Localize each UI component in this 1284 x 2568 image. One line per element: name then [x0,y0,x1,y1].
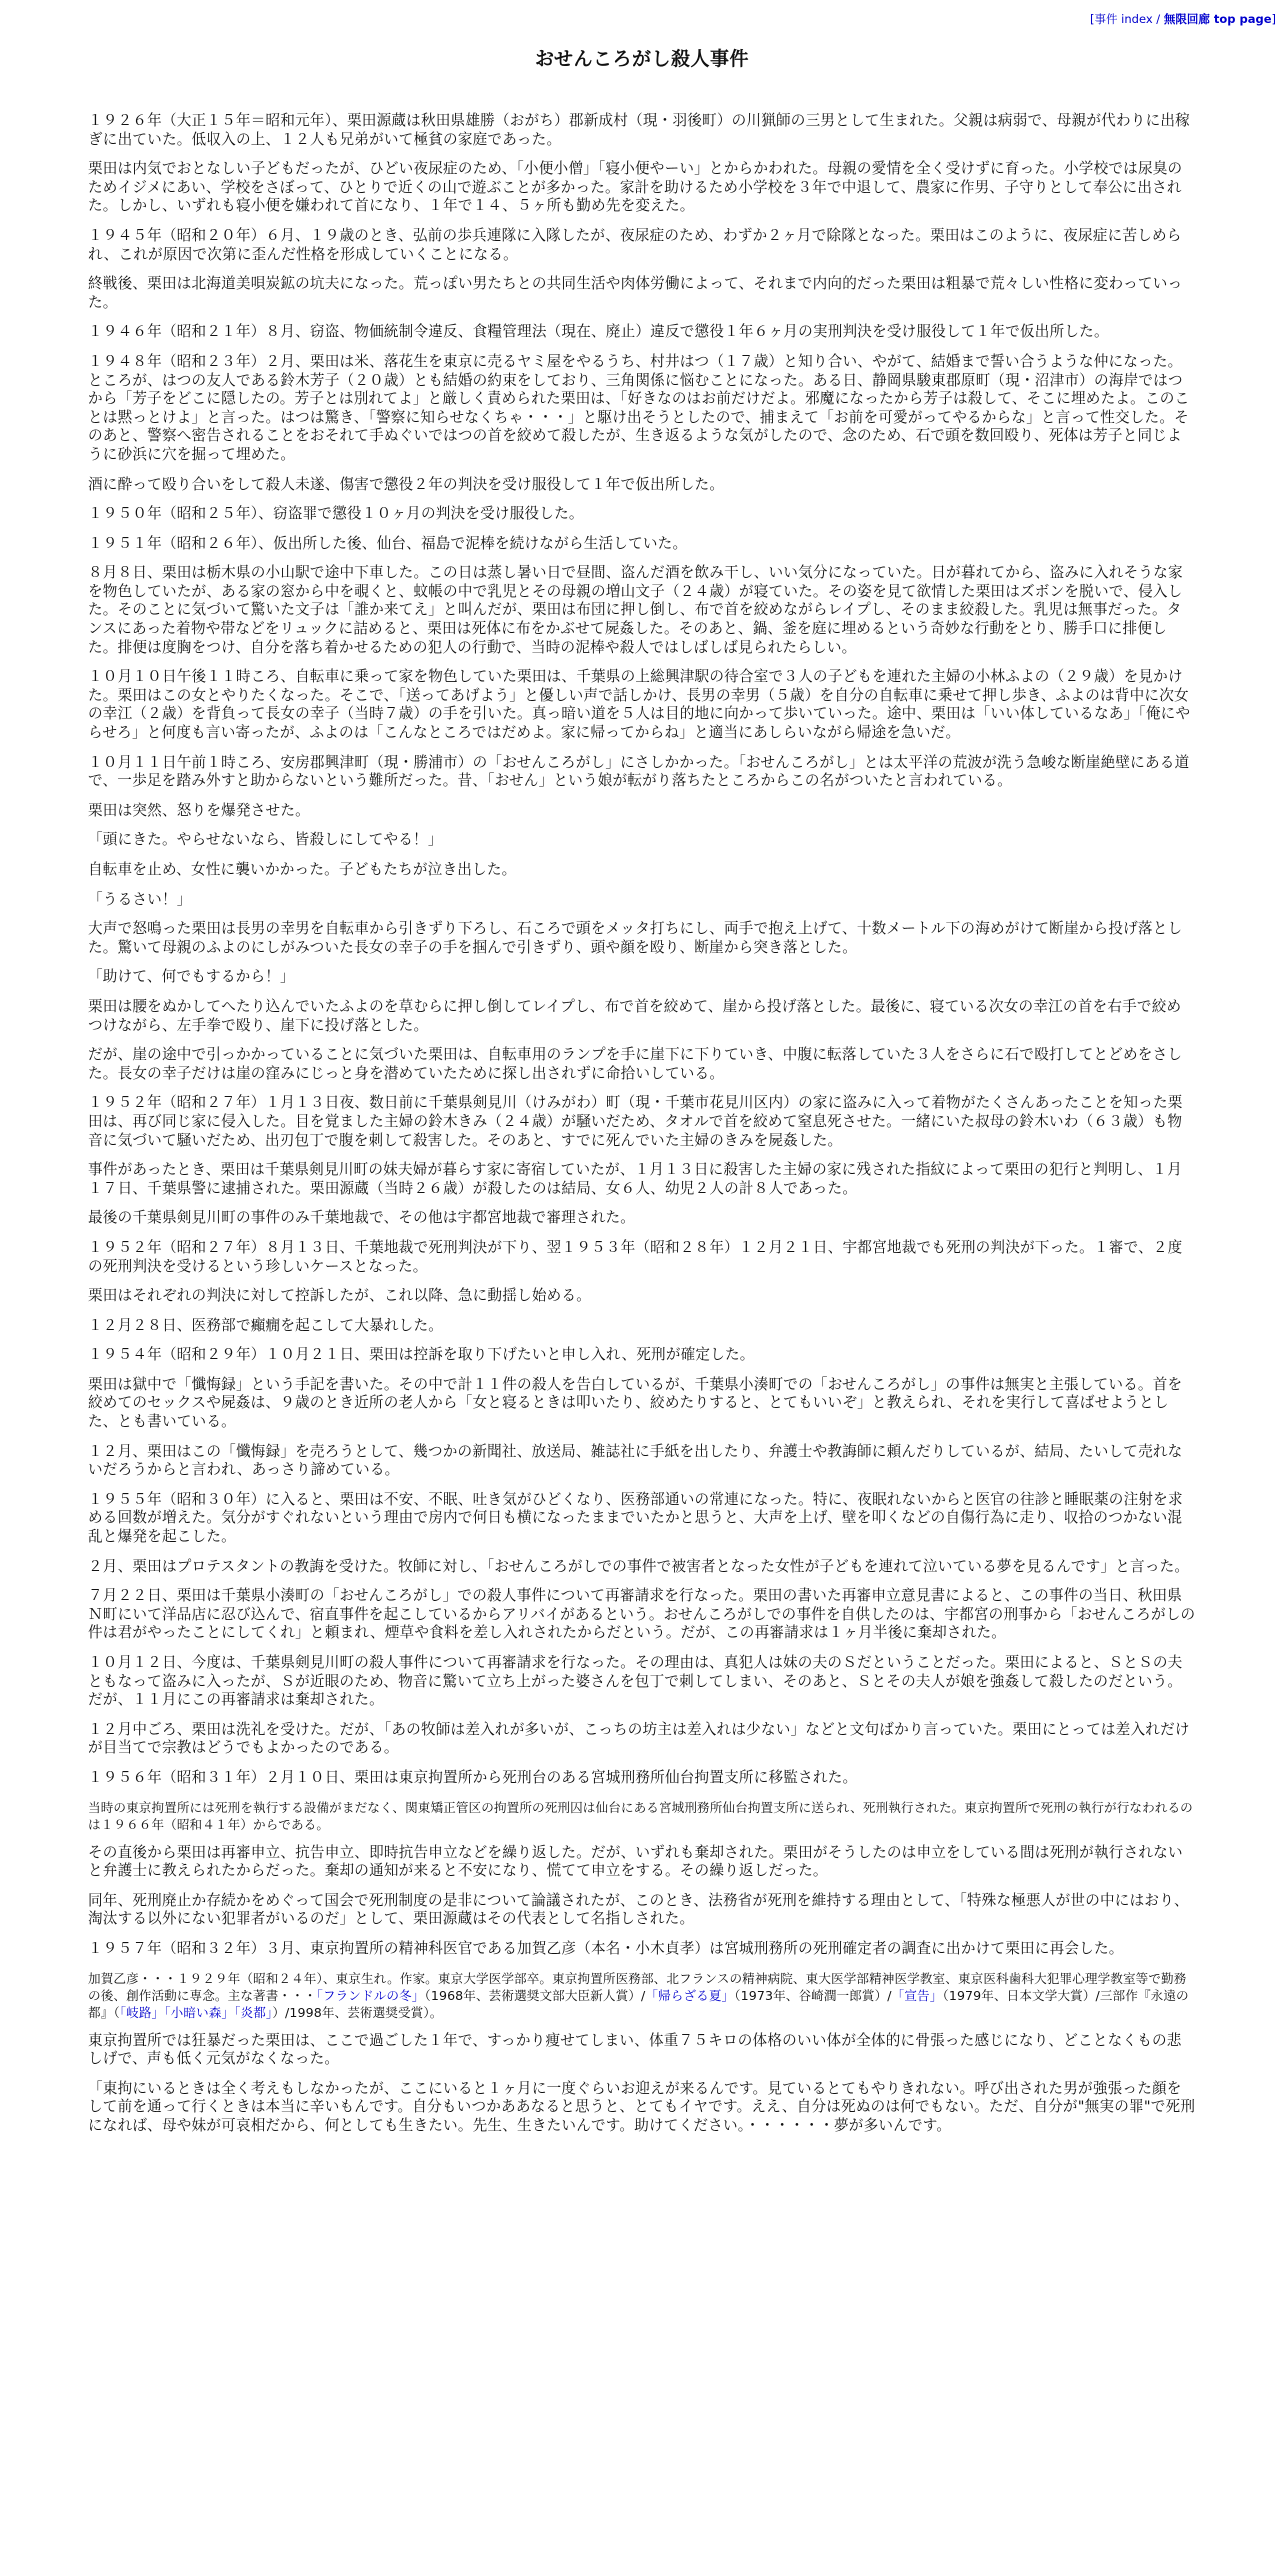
paragraph: １２月中ごろ、栗田は洗礼を受けた。だが、「あの牧師は差入れが多いが、こっちの坊主は差入れは少ない」などと文句ばかり言っていた。栗田にとっては差入れだけが目当てで宗教はどうでもよかったのである。 [88,1720,1190,1757]
paragraph: 同年、死刑廃止か存続かをめぐって国会で死刑制度の是非について論議されたが、このとき、法務省が死刑を維持する理由として、「特殊な極悪人が世の中にはおり、淘汰する以外にない犯罪者がいるのだ」として、栗田源蔵はその代表として名指しされた。 [88,1891,1189,1928]
paragraph: 栗田は獄中で「懺悔録」という手記を書いた。その中で計１１件の殺人を告白しているが、千葉県小湊町での「おせんころがし」の事件は無実と主張している。首を絞めてのセックスや屍姦は、９歳のとき近所の老人から「女と寝るときは叩いたり、絞めたりすると、とてもいいぞ」と教えられ、それを実行して喜ばせようとした、とも書いている。 [88,1375,1183,1431]
paragraph: ７月２２日、栗田は千葉県小湊町の「おせんころがし」での殺人事件について再審請求を行なった。栗田の書いた再審申立意見書によると、この事件の当日、秋田県Ｎ町にいて洋品店に忍び込んで、宿直事件を起こしているからアリバイがあるという。おせんころがしでの事件を自供したのは、宇都宮の刑事から「おせんころがしの件は君がやったことにしてくれ」と頼まれ、煙草や食料を差し入れされたからだという。だが、この再審請求は１ヶ月半後に棄却された。 [88,1587,1196,1642]
top-page-link[interactable]: 無限回廊 top page [1163,12,1272,26]
book-link-ogurai[interactable]: 「小暗い森」 [164,2004,235,2020]
paragraph: ２月、栗田はプロテスタントの教誨を受けた。牧師に対し、「おせんころがしでの事件で被害者となった女性が子どもを連れて泣いている夢を見るんです」と言った。 [88,1557,1190,1575]
paragraph: 栗田は内気でおとなしい子どもだったが、ひどい夜尿症のため、「小便小僧」「寝小便やーい」とからかわれた。母親の愛情を全く受けずに育った。小学校では尿臭のためイジメにあい、学校をさぼって、ひとりで近くの山で遊ぶことが多かった。家計を助けるため小学校を３年で中退して、農家に作男、子守りとして奉公に出された。しかし、いずれも寝小便を嫌われて首になり、１年で１４、５ヶ所も勤め先を変えた。 [88,160,1183,215]
quote: 「助けて、何でもするから！」 [88,968,295,986]
paragraph: 栗田は突然、怒りを爆発させた。 [88,801,310,819]
paragraph: １０月１２日、今度は、千葉県剣見川町の殺人事件について再審請求を行なった。その理由は、真犯人は妹の夫のＳだということだった。栗田によると、ＳとＳの夫ともなって盗みに入ったが、Ｓが近眼のため、物音に驚いて立ち上がった婆さんを包丁で刺してしまい、そのあと、Ｓとその夫人が娘を強姦して殺したのだという。だが、１１月にこの再審請求は棄却された。 [88,1654,1183,1709]
paragraph: １９５１年（昭和２６年）、仮出所した後、仙台、福島で泥棒を続けながら生活していた。 [88,534,688,552]
paragraph: １９５４年（昭和２９年）１０月２１日、栗田は控訴を取り下げたいと申し入れ、死刑が確定した。 [88,1346,755,1364]
paragraph: ８月８日、栗田は栃木県の小山駅で途中下車した。この日は蒸し暑い日で昼間、盗んだ酒を飲み干し、いい気分になっていた。日が暮れてから、盗みに入れそうな家を物色していたが、ある家の窓から中を覗くと、蚊帳の中で乳児とその母親の増山文子（２４歳）が寝ていた。その姿を見て欲情した栗田はズボンを脱いで、侵入した。そのことに気づいて驚いた文子は「誰か来てえ」と叫んだが、栗田は布団に押し倒し、布で首を絞めながらレイプし、そのまま絞殺した。乳児は無事だった。タンスにあった着物や帯などをリュックに詰めると、栗田は死体に布をかぶせて屍姦した。そのあと、鍋、釜を庭に埋めるという奇妙な行動をとり、勝手口に排便した。排便は度胸をつけ、自分を落ち着かせるための犯人の行動で、当時の泥棒や殺人ではしばしば見られたらしい。 [88,564,1183,656]
book-link-flandre[interactable]: 「フランドルの冬」 [316,1987,425,2003]
book-link-ento[interactable]: 「炎都」 [234,2004,273,2020]
paragraph: 栗田はそれぞれの判決に対して控訴したが、これ以降、急に動揺し始める。 [88,1287,591,1305]
paragraph: １０月１１日午前１時ころ、安房郡興津町（現・勝浦市）の「おせんころがし」にさしかかった。「おせんころがし」とは太平洋の荒波が洗う急峻な断崖絶壁にある道で、一歩足を踏み外すと助からないという難所だった。昔、「おせん」という娘が転がり落ちたところからこの名がついたと言われている。 [88,753,1190,790]
book-note: ）/1998年、芸術選奨受賞）。 [272,2004,443,2020]
book-link-kaerazaru[interactable]: 「帰らざる夏」 [645,1987,735,2003]
paragraph: １２月２８日、医務部で癲癇を起こして大暴れした。 [88,1316,444,1334]
footnote-author [88,1970,1196,2021]
page-title: おせんころがし殺人事件 [535,48,749,70]
top-navigation [1090,11,1276,27]
paragraph: １９２６年（大正１５年＝昭和元年）、栗田源蔵は秋田県雄勝（おがち）郡新成村（現・羽後町）の川猟師の三男として生まれた。父親は病弱で、母親が代わりに出稼ぎに出ていた。低収入の上、１２人も兄弟がいて極貧の家庭であった。 [88,112,1190,148]
paragraph: 大声で怒鳴った栗田は長男の幸男を自転車から引きずり下ろし、石ころで頭をメッタ打ちにし、両手で抱え上げて、十数メートル下の海めがけて断崖から投げ落とした。驚いて母親のふよのにしがみついた長女の幸子の手を掴んで引きずり、頭や顔を殴り、断崖から突き落とした。 [88,920,1183,956]
paragraph: １９４６年（昭和２１年）８月、窃盗、物価統制令違反、食糧管理法（現在、廃止）違反で懲役１年６ヶ月の実刑判決を受け服役して１年で仮出所した。 [88,323,1109,341]
paragraph: １９５２年（昭和２７年）１月１３日夜、数日前に千葉県剣見川（けみがわ）町（現・千葉市花見川区内）の家に盗みに入って着物がたくさんあったことを知った栗田は、再び同じ家に侵入した。目を覚ました主婦の鈴木きみ（２４歳）が騒いだため、タオルで首を絞めて窒息死させた。一緒にいた叔母の鈴木いわ（６３歳）も物音に気づいて騒いだため、出刃包丁で腹を刺して殺害した。そのあと、すでに死んでいた主婦のきみを屍姦した。 [88,1094,1183,1149]
paragraph: １９５０年（昭和２５年）、窃盗罪で懲役１０ヶ月の判決を受け服役した。 [88,505,584,523]
nav-bracket-close: ] [1271,12,1276,26]
paragraph: １９５２年（昭和２７年）８月１３日、千葉地裁で死刑判決が下り、翌１９５３年（昭和２８年）１２月２１日、宇都宮地裁でも死刑の判決が下った。１審で、２度の死刑判決を受けるという珍しいケースとなった。 [88,1238,1183,1275]
book-note: （1979年、日本文学大賞）/三部作『永遠の都』（ [88,1987,1189,2020]
footnote-execution: 当時の東京拘置所には死刑を執行する設備がまだなく、関東矯正管区の拘置所の死刑囚は仙台にある宮城刑務所仙台拘置支所に送られ、死刑執行された。東京拘置所で死刑の執行が行なわれるのは１９６６年（昭和４１年）からである。 [88,1799,1193,1832]
paragraph: その直後から栗田は再審申立、抗告申立、即時抗告申立などを繰り返した。だが、いずれも棄却された。栗田がそうしたのは申立をしている間は死刑が執行されないと弁護士に教えられたからだった。棄却の通知が来ると不安になり、慌てて申立をする。その繰り返しだった。 [88,1843,1183,1880]
paragraph: １９５７年（昭和３２年）３月、東京拘置所の精神科医官である加賀乙彦（本名・小木貞孝）は宮城刑務所の死刑確定者の調査に出かけて栗田に再会した。 [88,1939,1124,1957]
book-note: （1973年、谷崎潤一郎賞）/ [734,1987,892,2003]
paragraph: １９５５年（昭和３０年）に入ると、栗田は不安、不眠、吐き気がひどくなり、医務部通いの常連になった。特に、夜眠れないからと医官の往診と睡眠薬の注射を求める回数が増えた。気分がすぐれないという理由で房内で何日も横になったままでいたかと思うと、大声を上げ、壁を叩くなどの自傷行為に走り、収拾のつかない混乱と爆発を起こした。 [88,1490,1183,1546]
paragraph: １０月１０日午後１１時ころ、自転車に乗って家を物色していた栗田は、千葉県の上総興津駅の待合室で３人の子どもを連れた主婦の小林ふよの（２９歳）を見かけた。栗田はこの女とやりたくなった。そこで、「送ってあげよう」と優しい声で話しかけ、長男の幸男（５歳）を自分の自転車に乗せて押し歩き、ふよのは背中に次女の幸江（２歳）を背負って長女の幸子（当時７歳）の手を引いた。真っ暗い道を５人は目的地に向かって歩いていった。途中、栗田は「いい体しているなあ」「俺にやらせろ」と何度も言い寄ったが、ふよのは「こんなところではだめよ。家に帰ってからね」と適当にあしらいながら帰途を急いだ。 [88,668,1191,742]
paragraph: 栗田は腰をぬかしてへたり込んでいたふよのを草むらに押し倒してレイプし、布で首を絞めて、崖から投げ落とした。最後に、寝ている次女の幸江の首を右手で絞めつけながら、左手拳で殴り、崖下に投げ落とした。 [88,997,1182,1034]
paragraph: １９４５年（昭和２０年）６月、１９歳のとき、弘前の歩兵連隊に入隊したが、夜尿症のため、わずか２ヶ月で除隊となった。栗田はこのように、夜尿症に苦しめられ、これが原因で次第に歪んだ性格を形成していくことになる。 [88,226,1182,263]
paragraph: １９５６年（昭和３１年）２月１０日、栗田は東京拘置所から死刑台のある宮城刑務所仙台拘置支所に移監された。 [88,1768,858,1786]
paragraph: 酒に酔って殴り合いをして殺人未遂、傷害で懲役２年の判決を受け服役して１年で仮出所した。 [88,475,725,493]
paragraph: 自転車を止め、女性に襲いかかった。子どもたちが泣き出した。 [88,861,517,878]
article-body [88,112,1196,2147]
paragraph: 最後の千葉県剣見川町の事件のみ千葉地裁で、その他は宇都宮地裁で審理された。 [88,1209,636,1227]
book-link-kiro[interactable]: 「岐路」 [119,2004,165,2020]
paragraph: 終戦後、栗田は北海道美唄炭鉱の坑夫になった。荒っぽい男たちとの共同生活や肉体労働によって、それまで内向的だった栗田は粗暴で荒々しい性格に変わっていった。 [88,275,1183,311]
quote: 「頭にきた。やらせないなら、皆殺しにしてやる！」 [88,831,443,849]
paragraph: 東京拘置所では狂暴だった栗田は、ここで過ごした１年で、すっかり痩せてしまい、体重７５キロの体格のいい体が全体的に骨張った感じになり、どことなくもの悲しげで、声も低く元気がなくなった。 [88,2031,1182,2068]
paragraph: 事件があったとき、栗田は千葉県剣見川町の妹夫婦が暮らす家に寄宿していたが、１月１３日に殺害した主婦の家に残された指紋によって栗田の犯行と判明し、１月１７日、千葉県警に逮捕された。栗田源蔵（当時２６歳）が殺したのは結局、女６人、幼児２人の計８人であった。 [88,1161,1183,1197]
quote: 「うるさい！」 [88,890,192,908]
paragraph: １２月、栗田はこの「懺悔録」を売ろうとして、幾つかの新聞社、放送局、雑誌社に手紙を出したり、弁護士や教誨師に頼んだりしているが、結局、たいして売れないだろうからと言われ、あっさり諦めている。 [88,1442,1183,1479]
paragraph: １９４８年（昭和２３年）２月、栗田は米、落花生を東京に売るヤミ屋をやるうち、村井はつ（１７歳）と知り合い、やがて、結婚まで誓い合うような仲になった。ところが、はつの友人である鈴木芳子（２０歳）とも結婚の約束をしており、三角関係に悩むことになった。ある日、静岡県駿東郡原町（現・沼津市）の海岸ではつから「芳子をどこに隠したの。芳子とは別れてよ」と厳しく責められた栗田は、「好きなのはお前だけだよ。邪魔になったから芳子は殺して、そこに埋めたよ。このことは黙っとけよ」と言った。はつは驚き、「警察に知らせなくちゃ・・・」と駆け出そうとしたので、捕まえて「お前を可愛がってやるからな」と言って性交した。そのあと、警察へ密告されることをおそれて手ぬぐいではつの首を絞めて殺したが、生き返るような気がしたので、念のため、石で頭を数回殴り、死体は芳子と同じように砂浜に穴を掘って埋めた。 [88,352,1190,463]
book-note: （1968年、芸術選奨文部大臣新人賞）/ [424,1987,646,2003]
paragraph: だが、崖の途中で引っかかっていることに気づいた栗田は、自転車用のランプを手に崖下に下りていき、中腹に転落していた３人をさらに石で殴打してとどめをさした。長女の幸子だけは崖の窪みにじっと身を潜めていたために探し出されずに命拾いしている。 [88,1046,1183,1082]
book-link-senkoku[interactable]: 「宣告」 [891,1987,943,2003]
nav-bracket-open: [ [1090,12,1095,26]
paragraph: 「東拘にいるときは全く考えもしなかったが、ここにいると１ヶ月に一度ぐらいお迎えが来るんです。見ているとてもやりきれない。呼び出された男が強張った顔をして前を通って行くときは本当に辛いもんです。自分もいつかああなると思うと、とてもイヤです。ええ、自分は死ぬのは何でもない。ただ、自分が"無実の罪"で死刑になれば、母や妹が可哀相だから、何としても生きたい。先生、生きたいんです。助けてください。・・・・・・夢が多いんです。 [88,2079,1196,2134]
case-index-link[interactable]: 事件 index [1094,12,1153,26]
nav-separator: / [1152,12,1164,26]
footnote-author-text: 加賀乙彦・・・１９２９年（昭和２４年）、東京生れ。作家。東京大学医学部卒。東京拘置所医務部、北フランスの精神病院、東大医学部精神医学教室、東京医科歯科大犯罪心理学教室等で勤務の後、創作活動に専念。主な著書・・・ [88,1970,1187,2003]
